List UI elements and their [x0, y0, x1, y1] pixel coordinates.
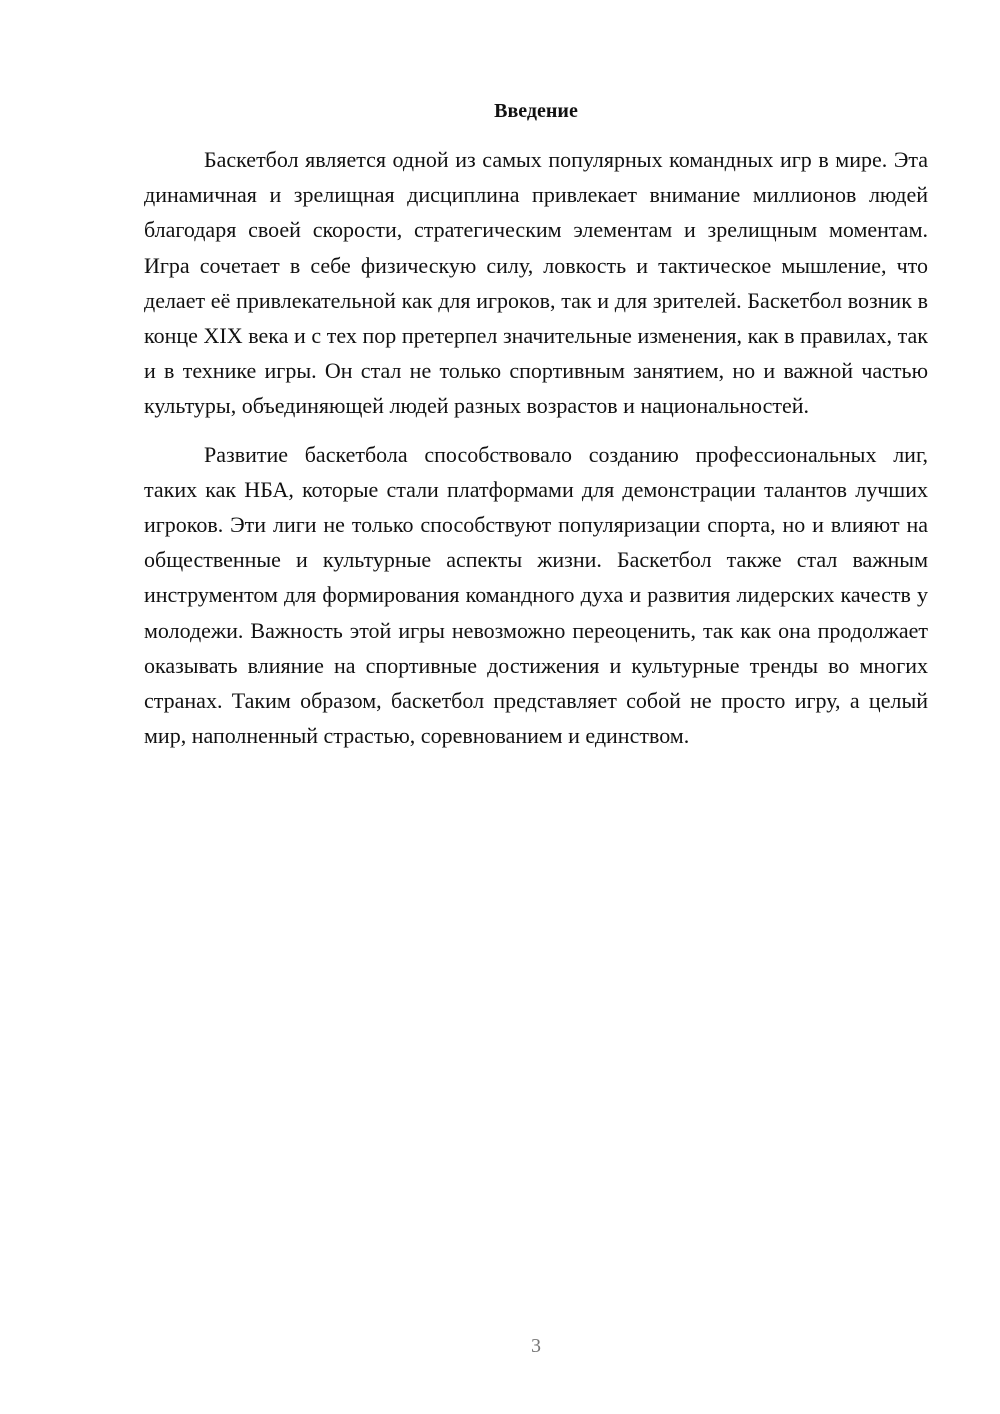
paragraph-2: Развитие баскетбола способствовало созданию профессиональных лиг, таких как НБА, которые стали платформами для демонстрации талантов лучших игроков. Эти лиги не только способствуют популяризации спорта, но и влияют на общественные и культурные аспекты жизни. Баскетбол также стал важным инструментом для формирования командного духа и развития лидерских качеств у молодежи. Важность этой игры невозможно переоценить, так как она продолжает оказывать влияние на спортивные достижения и культурные тренды во многих странах. Таким образом, баскетбол представляет собой не просто игру, а целый мир, наполненный страстью, соревнованием и единством. — [144, 441, 928, 749]
paragraph-1: Баскетбол является одной из самых популярных командных игр в мире. Эта динамичная и зрелищная дисциплина привлекает внимание миллионов людей благодаря своей скорости, стратегическим элементам и зрелищным моментам. Игра сочетает в себе физическую силу, ловкость и тактическое мышление, что делает её привлекательной как для игроков, так и для зрителей. Баскетбол возник в конце XIX века и с тех пор претерпел значительные изменения, как в правилах, так и в технике игры. Он стал не только спортивным занятием, но и важной частью культуры, объединяющей людей разных возрастов и национальностей. — [144, 147, 928, 419]
page-number: 3 — [531, 1335, 541, 1357]
body-text — [144, 142, 928, 753]
section-heading: Введение — [494, 100, 578, 122]
